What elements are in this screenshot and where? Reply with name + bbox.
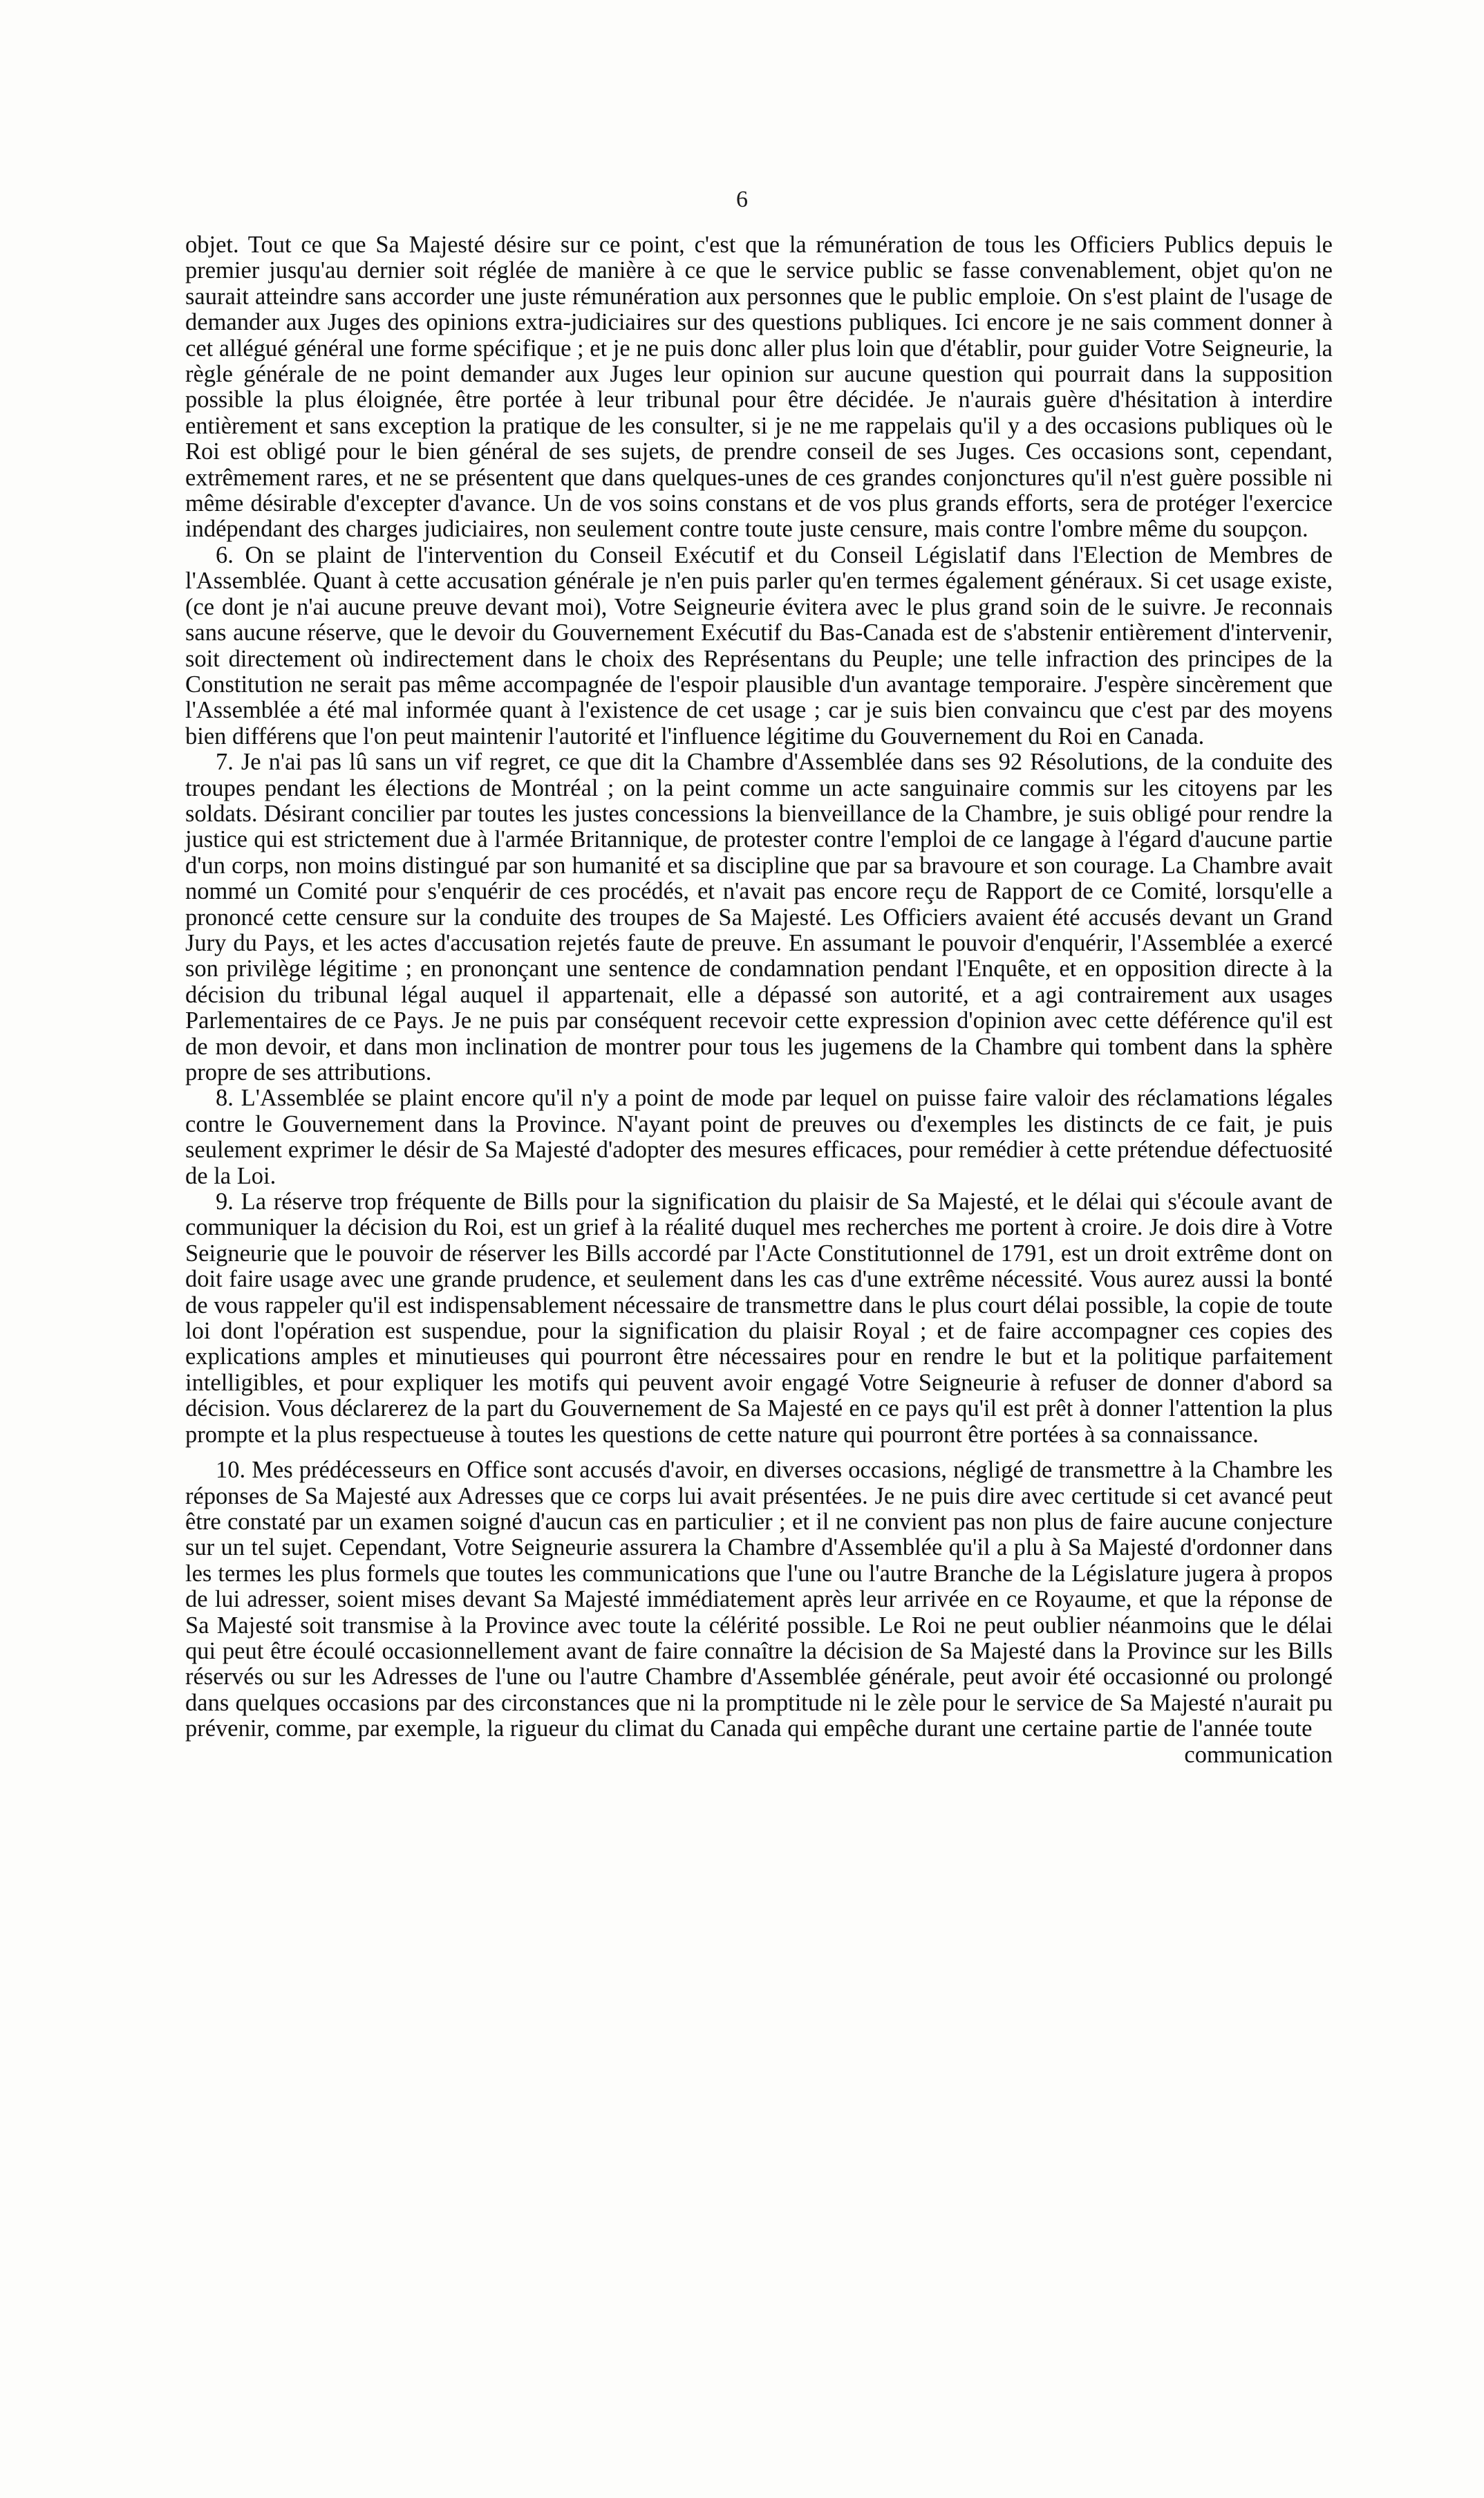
paragraph-10: 10. Mes prédécesseurs en Office sont accusés d'avoir, en diverses occasions, négligé de transmettre à la Chambre les réponses de Sa Majesté aux Adresses que ce corps lui avait présentées. Je ne puis dire avec certitude si cet avancé peut être constaté par un examen soigné d'aucun cas en particulier ; et il ne convient pas non plus de faire aucune conjecture sur un tel sujet. Cependant, Votre Seigneurie assurera la Chambre d'Assemblée qu'il a plu à Sa Majesté d'ordonner dans les termes les plus formels que toutes les communications que l'une ou l'autre Branche de la Législature jugera à propos de lui adresser, soient mises devant Sa Majesté immédiatement après leur arrivée en ce Royaume, et que la réponse de Sa Majesté soit transmise à la Province avec toute la célérité possible. Le Roi ne peut oublier néanmoins que le délai qui peut être écoulé occasionnellement avant de faire connaître la décision de Sa Majesté dans la Province sur les Bills réservés ou sur les Adresses de l'une ou l'autre Chambre d'Assemblée générale, peut avoir été occasionné ou prolongé dans quelques occasions par des circonstances que ni la promptitude ni le zèle pour le service de Sa Majesté n'aurait pu prévenir, comme, par exemple, la rigueur du climat du Canada qui empêche durant une certaine partie de l'année toute: [185, 1457, 1333, 1742]
paragraph-continuation: objet. Tout ce que Sa Majesté désire sur ce point, c'est que la rémunération de tous les Officiers Publics depuis le premier jusqu'au dernier soit réglée de manière à ce que le service public se fasse convenablement, objet qu'on ne saurait atteindre sans accorder une juste rémunération aux personnes que le public emploie. On s'est plaint de l'usage de demander aux Juges des opinions extra-judiciaires sur des questions publiques. Ici encore je ne sais comment donner à cet allégué général une forme spécifique ; et je ne puis donc aller plus loin que d'établir, pour guider Votre Seigneurie, la règle générale de ne point demander aux Juges leur opinion sur aucune question qui pourrait dans la supposition possible la plus éloignée, être portée à leur tribunal pour être décidée. Je n'aurais guère d'hésitation à interdire entièrement et sans exception la pratique de les consulter, si je ne me rappelais qu'il y a des occasions publiques où le Roi est obligé pour le bien général de ses sujets, de prendre conseil de ses Juges. Ces occasions sont, cependant, extrêmement rares, et ne se présentent que dans quelques-unes de ces grandes conjonctures qu'il n'est guère possible ni même désirable d'excepter d'avance. Un de vos soins constans et de vos plus grands efforts, sera de protéger l'exercice indépendant des charges judiciaires, non seulement contre toute juste censure, mais contre l'ombre même du soupçon.: [185, 232, 1333, 543]
paragraph-8: 8. L'Assemblée se plaint encore qu'il n'y a point de mode par lequel on puisse faire valoir des réclamations légales contre le Gouvernement dans la Province. N'ayant point de preuves ou d'exemples les distincts de ce fait, je puis seulement exprimer le désir de Sa Majesté d'adopter des mesures efficaces, pour remédier à cette prétendue défectuosité de la Loi.: [185, 1085, 1333, 1189]
page-number: 6: [736, 187, 748, 212]
catchword: communication: [1184, 1741, 1333, 1768]
paragraph-7: 7. Je n'ai pas lû sans un vif regret, ce que dit la Chambre d'Assemblée dans ses 92 Résolutions, de la conduite des troupes pendant les élections de Montréal ; on la peint comme un acte sanguinaire commis sur les citoyens par les soldats. Désirant concilier par toutes les justes concessions la bienveillance de la Chambre, je suis obligé pour rendre la justice qui est strictement due à l'armée Britannique, de protester contre l'emploi de ce langage à l'égard d'aucune partie d'un corps, non moins distingué par son humanité et sa discipline que par sa bravoure et son courage. La Chambre avait nommé un Comité pour s'enquérir de ces procédés, et n'avait pas encore reçu de Rapport de ce Comité, lorsqu'elle a prononcé cette censure sur la conduite des troupes de Sa Majesté. Les Officiers avaient été accusés devant un Grand Jury du Pays, et les actes d'accusation rejetés faute de preuve. En assumant le pouvoir d'enquérir, l'Assemblée a exercé son privilège légitime ; en prononçant une sentence de condamnation pendant l'Enquête, et en opposition directe à la décision du tribunal légal auquel il appartenait, elle a dépassé son autorité, et a agi contrairement aux usages Parlementaires de ce Pays. Je ne puis par conséquent recevoir cette expression d'opinion avec cette déférence qu'il est de mon devoir, et dans mon inclination de montrer pour tous les jugemens de la Chambre qui tombent dans la sphère propre de ses attributions.: [185, 749, 1333, 1085]
paragraph-6: 6. On se plaint de l'intervention du Conseil Exécutif et du Conseil Législatif dans l'Election de Membres de l'Assemblée. Quant à cette accusation générale je n'en puis parler qu'en termes également généraux. Si cet usage existe, (ce dont je n'ai aucune preuve devant moi), Votre Seigneurie évitera avec le plus grand soin de le suivre. Je reconnais sans aucune réserve, que le devoir du Gouvernement Exécutif du Bas-Canada est de s'abstenir entièrement d'intervenir, soit directement où indirectement dans le choix des Représentans du Peuple; une telle infraction des principes de la Constitution ne serait pas même accompagnée de l'espoir plausible d'un avantage temporaire. J'espère sincèrement que l'Assemblée a été mal informée quant à l'existence de cet usage ; car je suis bien convaincu que c'est par des moyens bien différens que l'on peut maintenir l'autorité et l'influence légitime du Gouvernement du Roi en Canada.: [185, 541, 1333, 749]
body-text: [185, 232, 1333, 1768]
paragraph-9: 9. La réserve trop fréquente de Bills pour la signification du plaisir de Sa Majesté, et le délai qui s'écoule avant de communiquer la décision du Roi, est un grief à la réalité duquel mes recherches me portent à croire. Je dois dire à Votre Seigneurie que le pouvoir de réserver les Bills accordé par l'Acte Constitutionnel de 1791, est un droit extrême dont on doit faire usage avec une grande prudence, et seulement dans les cas d'une extrême nécessité. Vous aurez aussi la bonté de vous rappeler qu'il est indispensablement nécessaire de transmettre dans le plus court délai possible, la copie de toute loi dont l'opération est suspendue, pour la signification du plaisir Royal ; et de faire accompagner ces copies des explications amples et minutieuses qui pourront être nécessaires pour en rendre le but et la politique parfaitement intelligibles, et pour expliquer les motifs qui peuvent avoir engagé Votre Seigneurie à refuser de donner d'abord sa décision. Vous déclarerez de la part du Gouvernement de Sa Majesté en ce pays qu'il est prêt à donner l'attention la plus prompte et la plus respectueuse à toutes les questions de cette nature qui pourront être portées à sa connaissance.: [185, 1189, 1333, 1448]
